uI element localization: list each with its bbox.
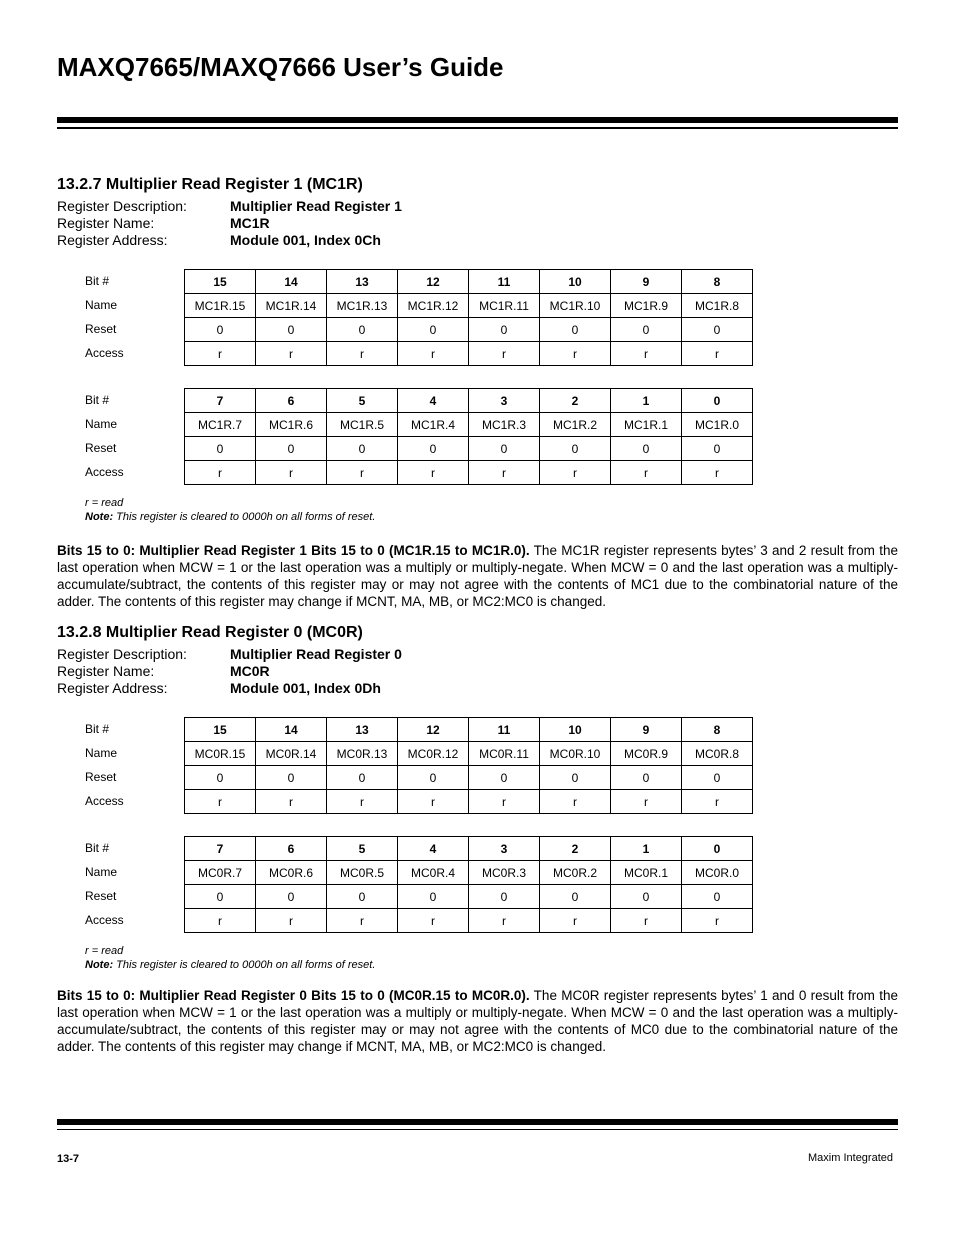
access-cell: r [185, 461, 256, 485]
access-cell: r [185, 342, 256, 366]
bit-name-cell: MC0R.3 [469, 861, 540, 885]
table-footnote [85, 496, 375, 524]
bit-number-cell: 14 [256, 718, 327, 742]
reset-value-cell: 0 [327, 885, 398, 909]
reset-value-cell: 0 [682, 885, 753, 909]
access-cell: r [682, 909, 753, 933]
register-info-row [57, 232, 898, 249]
bit-number-cell: 6 [256, 389, 327, 413]
bit-number-cell: 9 [611, 718, 682, 742]
reset-value-cell: 0 [256, 885, 327, 909]
table-row [185, 790, 753, 814]
bit-number-cell: 10 [540, 270, 611, 294]
bit-number-cell: 0 [682, 389, 753, 413]
bit-number-cell: 11 [469, 718, 540, 742]
bit-name-cell: MC0R.14 [256, 742, 327, 766]
table-row [185, 437, 753, 461]
bit-name-cell: MC1R.4 [398, 413, 469, 437]
row-label: Bit # [85, 841, 110, 855]
register-info-key: Register Name: [57, 663, 155, 679]
bit-name-cell: MC1R.10 [540, 294, 611, 318]
row-label: Bit # [85, 393, 110, 407]
access-cell: r [398, 461, 469, 485]
bit-name-cell: MC0R.4 [398, 861, 469, 885]
access-cell: r [540, 461, 611, 485]
bit-name-cell: MC0R.10 [540, 742, 611, 766]
bit-name-cell: MC1R.6 [256, 413, 327, 437]
row-label: Name [85, 417, 118, 431]
bit-number-cell: 1 [611, 389, 682, 413]
access-cell: r [682, 342, 753, 366]
access-cell: r [540, 342, 611, 366]
reset-value-cell: 0 [185, 437, 256, 461]
reset-value-cell: 0 [540, 318, 611, 342]
table-row [185, 342, 753, 366]
bit-name-cell: MC0R.12 [398, 742, 469, 766]
table-row [185, 389, 753, 413]
bit-name-cell: MC1R.0 [682, 413, 753, 437]
reset-value-cell: 0 [398, 766, 469, 790]
register-info-key: Register Address: [57, 232, 168, 248]
access-cell: r [256, 342, 327, 366]
footer-rule-thick [57, 1119, 898, 1125]
bit-name-cell: MC0R.13 [327, 742, 398, 766]
page-title: MAXQ7665/MAXQ7666 User’s Guide [57, 52, 504, 82]
bit-number-cell: 12 [398, 270, 469, 294]
row-label: Bit # [85, 274, 110, 288]
bit-name-cell: MC1R.14 [256, 294, 327, 318]
bit-number-cell: 15 [185, 718, 256, 742]
reset-value-cell: 0 [185, 318, 256, 342]
access-cell: r [256, 909, 327, 933]
reset-value-cell: 0 [469, 318, 540, 342]
bit-number-cell: 6 [256, 837, 327, 861]
access-cell: r [398, 790, 469, 814]
bit-number-cell: 2 [540, 837, 611, 861]
bit-number-cell: 1 [611, 837, 682, 861]
bit-number-cell: 15 [185, 270, 256, 294]
bit-name-cell: MC0R.7 [185, 861, 256, 885]
register-info-row [57, 198, 898, 215]
reset-value-cell: 0 [469, 885, 540, 909]
note-line [85, 510, 375, 524]
reset-value-cell: 0 [398, 318, 469, 342]
bit-number-cell: 3 [469, 389, 540, 413]
access-cell: r [327, 461, 398, 485]
reset-value-cell: 0 [611, 318, 682, 342]
table-row [185, 861, 753, 885]
section-title: 13.2.7 Multiplier Read Register 1 (MC1R) [57, 176, 363, 193]
legend-text: r = read [85, 497, 124, 509]
reset-value-cell: 0 [540, 885, 611, 909]
bit-name-cell: MC1R.3 [469, 413, 540, 437]
bit-name-cell: MC1R.9 [611, 294, 682, 318]
footer-rule-thin [57, 1129, 898, 1130]
bit-name-cell: MC0R.5 [327, 861, 398, 885]
bit-number-cell: 3 [469, 837, 540, 861]
bit-number-cell: 7 [185, 837, 256, 861]
reset-value-cell: 0 [469, 437, 540, 461]
bit-number-cell: 2 [540, 389, 611, 413]
row-label: Access [85, 465, 124, 479]
table-row [185, 294, 753, 318]
access-cell: r [469, 909, 540, 933]
bit-number-cell: 4 [398, 389, 469, 413]
bit-description-heading: Bits 15 to 0: Multiplier Read Register 1 Bits 15 to 0 (MC1R.15 to MC1R.0). [57, 543, 530, 558]
table-row [185, 718, 753, 742]
reset-value-cell: 0 [327, 766, 398, 790]
bit-number-cell: 14 [256, 270, 327, 294]
access-cell: r [540, 909, 611, 933]
bit-description-heading: Bits 15 to 0: Multiplier Read Register 0 Bits 15 to 0 (MC0R.15 to MC0R.0). [57, 988, 530, 1003]
register-info-row [57, 215, 898, 232]
access-cell: r [327, 909, 398, 933]
bit-name-cell: MC1R.8 [682, 294, 753, 318]
row-label: Name [85, 865, 118, 879]
bit-name-cell: MC1R.15 [185, 294, 256, 318]
register-info-row [57, 646, 898, 663]
access-cell: r [398, 909, 469, 933]
register-info-value: Module 001, Index 0Ch [230, 232, 381, 248]
access-cell: r [540, 790, 611, 814]
bit-number-cell: 13 [327, 270, 398, 294]
bit-name-cell: MC1R.13 [327, 294, 398, 318]
bit-number-cell: 0 [682, 837, 753, 861]
header-rule-thick [57, 117, 898, 123]
reset-value-cell: 0 [398, 885, 469, 909]
access-cell: r [611, 909, 682, 933]
reset-value-cell: 0 [185, 766, 256, 790]
row-label: Reset [85, 322, 117, 336]
row-labels [85, 271, 185, 367]
bit-number-cell: 10 [540, 718, 611, 742]
note-text: This register is cleared to 0000h on all forms of reset. [113, 511, 376, 523]
bit-number-cell: 8 [682, 270, 753, 294]
reset-value-cell: 0 [256, 318, 327, 342]
register-info-key: Register Description: [57, 646, 187, 662]
bit-number-cell: 8 [682, 718, 753, 742]
bit-name-cell: MC0R.9 [611, 742, 682, 766]
reset-value-cell: 0 [327, 437, 398, 461]
reset-value-cell: 0 [540, 766, 611, 790]
register-info [57, 646, 898, 697]
bit-description-text: The MC0R register represents bytes’ 1 and 0 result from the last operation when MCW = 1 or the last operation was a multiply or multiply-negate. When MCW = 0 and the last operation was a multiply-accumulate/subtract, the contents of this register may or may not agree with the contents of MC0 due to the combinatorial nature of the adder. The contents of this register may change if MCNT, MA, MB, or MC2:MC0 is changed. [57, 988, 898, 1054]
bit-table [184, 717, 753, 814]
reset-value-cell: 0 [256, 766, 327, 790]
access-cell: r [611, 342, 682, 366]
reset-value-cell: 0 [682, 318, 753, 342]
reset-value-cell: 0 [611, 766, 682, 790]
reset-value-cell: 0 [398, 437, 469, 461]
row-label: Access [85, 346, 124, 360]
bit-name-cell: MC1R.1 [611, 413, 682, 437]
access-cell: r [256, 461, 327, 485]
bit-description-text: The MC1R register represents bytes’ 3 and 2 result from the last operation when MCW = 1 or the last operation was a multiply or multiply-negate. When MCW = 0 and the last operation was a multiply-accumulate/subtract, the contents of this register may or may not agree with the contents of MC1 due to the combinatorial nature of the adder. The contents of this register may change if MCNT, MA, MB, or MC2:MC0 is changed. [57, 543, 898, 609]
bit-name-cell: MC0R.1 [611, 861, 682, 885]
bit-number-cell: 5 [327, 389, 398, 413]
note-line [85, 958, 375, 972]
row-label: Name [85, 746, 118, 760]
row-label: Reset [85, 889, 117, 903]
bit-name-cell: MC0R.8 [682, 742, 753, 766]
row-label: Name [85, 298, 118, 312]
table-row [185, 766, 753, 790]
register-info-value: Multiplier Read Register 1 [230, 198, 402, 214]
access-cell: r [469, 461, 540, 485]
bit-number-cell: 7 [185, 389, 256, 413]
table-row [185, 837, 753, 861]
register-info-key: Register Address: [57, 680, 168, 696]
legend-text: r = read [85, 945, 124, 957]
reset-value-cell: 0 [682, 766, 753, 790]
register-info-value: Module 001, Index 0Dh [230, 680, 381, 696]
register-info [57, 198, 898, 249]
bit-table [184, 269, 753, 366]
access-cell: r [327, 790, 398, 814]
reset-value-cell: 0 [611, 437, 682, 461]
access-cell: r [398, 342, 469, 366]
company-name: Maxim Integrated [808, 1152, 893, 1164]
access-cell: r [682, 790, 753, 814]
bit-name-cell: MC0R.2 [540, 861, 611, 885]
bit-number-cell: 9 [611, 270, 682, 294]
bit-name-cell: MC1R.11 [469, 294, 540, 318]
bit-description [57, 542, 898, 610]
reset-value-cell: 0 [540, 437, 611, 461]
access-cell: r [185, 790, 256, 814]
bit-table [184, 836, 753, 933]
row-label: Access [85, 913, 124, 927]
register-info-value: MC1R [230, 215, 270, 231]
register-info-value: MC0R [230, 663, 270, 679]
page-number: 13-7 [57, 1153, 80, 1165]
bit-name-cell: MC0R.6 [256, 861, 327, 885]
table-row [185, 413, 753, 437]
reset-value-cell: 0 [611, 885, 682, 909]
table-row [185, 461, 753, 485]
reset-value-cell: 0 [682, 437, 753, 461]
row-labels [85, 719, 185, 815]
register-info-key: Register Description: [57, 198, 187, 214]
access-cell: r [185, 909, 256, 933]
access-cell: r [256, 790, 327, 814]
table-row [185, 270, 753, 294]
row-label: Access [85, 794, 124, 808]
bit-table [184, 388, 753, 485]
bit-number-cell: 4 [398, 837, 469, 861]
access-cell: r [469, 790, 540, 814]
register-info-row [57, 680, 898, 697]
register-info-value: Multiplier Read Register 0 [230, 646, 402, 662]
row-labels [85, 390, 185, 486]
access-cell: r [611, 790, 682, 814]
bit-name-cell: MC1R.7 [185, 413, 256, 437]
bit-number-cell: 5 [327, 837, 398, 861]
bit-name-cell: MC0R.0 [682, 861, 753, 885]
bit-name-cell: MC0R.11 [469, 742, 540, 766]
bit-name-cell: MC1R.2 [540, 413, 611, 437]
row-label: Reset [85, 770, 117, 784]
note-text: This register is cleared to 0000h on all forms of reset. [113, 959, 376, 971]
reset-value-cell: 0 [469, 766, 540, 790]
header-rule-thin [57, 127, 898, 129]
row-labels [85, 838, 185, 934]
row-label: Reset [85, 441, 117, 455]
register-section [57, 624, 898, 1064]
note-label: Note: [85, 511, 114, 523]
register-section [57, 176, 898, 616]
reset-value-cell: 0 [256, 437, 327, 461]
table-row [185, 742, 753, 766]
table-footnote [85, 944, 375, 972]
bit-name-cell: MC0R.15 [185, 742, 256, 766]
access-cell: r [682, 461, 753, 485]
bit-number-cell: 13 [327, 718, 398, 742]
access-cell: r [611, 461, 682, 485]
table-row [185, 885, 753, 909]
bit-name-cell: MC1R.5 [327, 413, 398, 437]
note-label: Note: [85, 959, 114, 971]
row-label: Bit # [85, 722, 110, 736]
register-info-row [57, 663, 898, 680]
bit-number-cell: 12 [398, 718, 469, 742]
bit-name-cell: MC1R.12 [398, 294, 469, 318]
access-cell: r [469, 342, 540, 366]
bit-number-cell: 11 [469, 270, 540, 294]
bit-description [57, 987, 898, 1055]
access-cell: r [327, 342, 398, 366]
reset-value-cell: 0 [327, 318, 398, 342]
section-title: 13.2.8 Multiplier Read Register 0 (MC0R) [57, 624, 363, 641]
reset-value-cell: 0 [185, 885, 256, 909]
register-info-key: Register Name: [57, 215, 155, 231]
table-row [185, 909, 753, 933]
table-row [185, 318, 753, 342]
